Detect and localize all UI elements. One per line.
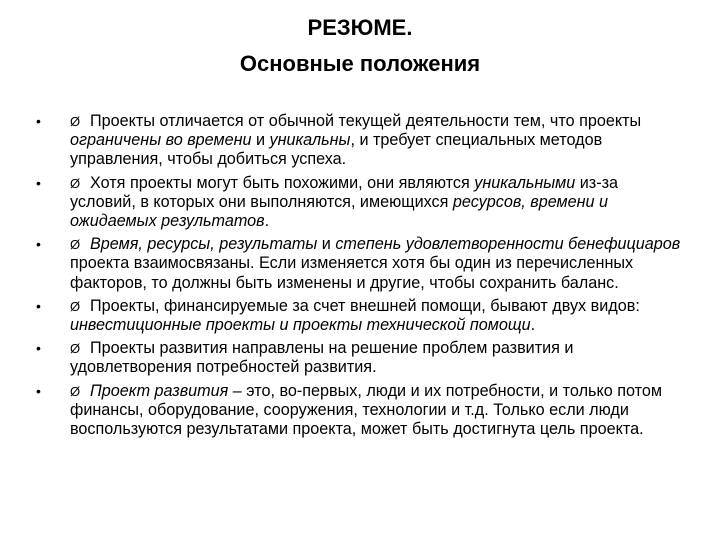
bullet-dot-icon: • (36, 113, 41, 129)
body-text: Хотя проекты могут быть похожими, они являются (90, 173, 475, 192)
bullet-dot-icon: • (36, 340, 41, 357)
title-line-2: Основные положения (239, 51, 481, 76)
body-text: Проекты отличается от обычной текущей деятельности тем, что проекты (90, 112, 642, 130)
emphasis-text: уникальными (474, 173, 576, 192)
body-text: и (317, 235, 336, 254)
body-text: проекта взаимосвязаны. Если изменяется хотя бы один из перечисленных факторов, то должны быть изменены и другие, чтобы сохранить баланс. (70, 254, 634, 292)
emphasis-text: Время, ресурсы, результаты (90, 235, 318, 254)
slide-title (0, 10, 720, 82)
body-text: из-за условий, в которых они выполняются, имеющихся (70, 173, 619, 211)
emphasis-text: ресурсов, времени и ожидаемых результатов (70, 192, 609, 231)
bullet-dot-icon: • (36, 174, 41, 191)
arrow-bullet-icon: Ø (70, 114, 81, 129)
arrow-bullet-icon: Ø (70, 341, 81, 357)
emphasis-text: Проект развития (90, 381, 229, 400)
body-text: , и требует специальных методов управления, чтобы добиться успеха. (70, 131, 603, 169)
title-line-1: РЕЗЮМЕ. (307, 15, 413, 40)
bullet-item (36, 297, 686, 335)
bullet-item (36, 382, 686, 440)
arrow-bullet-icon: Ø (70, 383, 81, 399)
body-text: и (251, 131, 270, 150)
emphasis-text: инвестиционные проекты и проекты технической помощи (70, 316, 531, 335)
bullet-dot-icon: • (36, 236, 41, 253)
arrow-bullet-icon: Ø (70, 175, 81, 191)
body-text: . (530, 316, 536, 335)
body-text: Проекты развития направлены на решение проблем развития и удовлетворения потребностей развития. (70, 339, 574, 377)
emphasis-text: уникальны (269, 131, 351, 150)
arrow-bullet-icon: Ø (70, 237, 81, 253)
bullet-dot-icon: • (36, 382, 41, 399)
body-text: – это, во-первых, люди и их потребности, и только потом финансы, оборудование, сооружения, технологии и т.д. Только если люди воспользуются результатами проекта, может быть достигнута цель проекта. (70, 381, 662, 439)
bullet-item (36, 339, 686, 377)
arrow-bullet-icon: Ø (70, 298, 81, 314)
bullet-item (36, 112, 686, 170)
bullet-item (36, 235, 686, 293)
emphasis-text: степень удовлетворенности бенефициаров (335, 235, 681, 254)
body-text: . (264, 212, 270, 231)
bullet-item (36, 174, 686, 232)
bullet-list (36, 112, 686, 443)
emphasis-text: ограничены во времени (70, 131, 252, 150)
bullet-dot-icon: • (36, 297, 41, 314)
body-text: Проекты, финансируемые за счет внешней помощи, бывают двух видов: (90, 296, 640, 315)
